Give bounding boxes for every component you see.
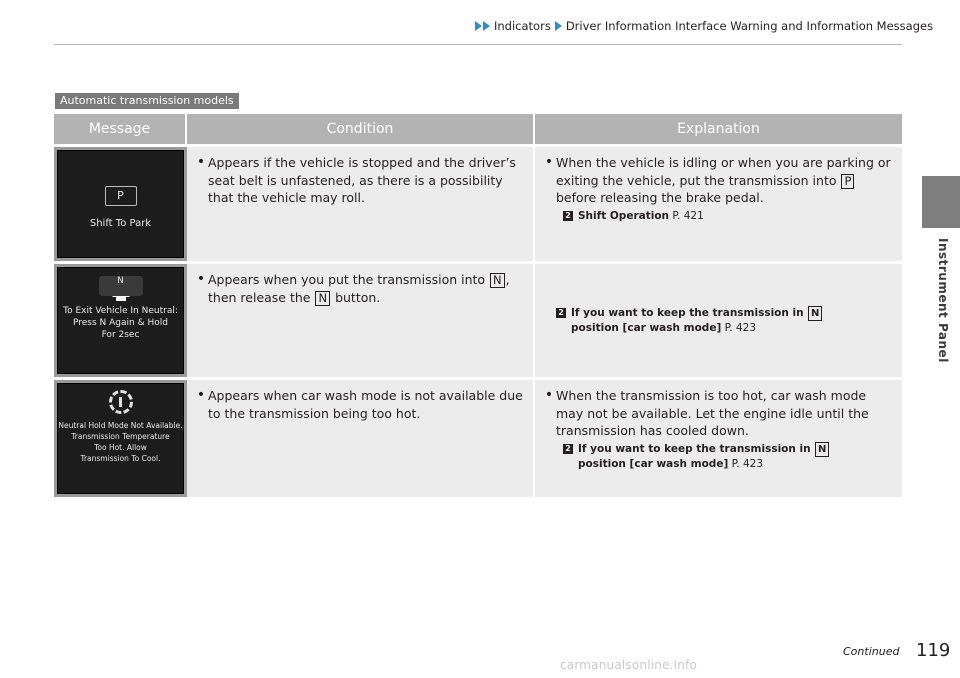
page-number: 119 (916, 640, 951, 661)
breadcrumb-item-messages[interactable]: Driver Information Interface Warning and Information Messages (565, 19, 934, 33)
transmission-temperature-icon (109, 390, 133, 414)
screen-text: Transmission To Cool. (80, 454, 161, 463)
header-message: Message (54, 114, 187, 144)
breadcrumb-item-indicators[interactable]: Indicators (494, 19, 551, 33)
message-cell (54, 147, 187, 261)
key-n: N (815, 442, 829, 457)
cross-reference[interactable]: 2 If you want to keep the transmission in N position [car wash mode] P. 423 (556, 306, 823, 336)
bullet-icon: • (544, 154, 554, 170)
reference-icon: 2 (563, 211, 573, 221)
bullet-icon: • (196, 154, 206, 170)
explanation-cell (535, 264, 902, 377)
screen-text: Neutral Hold Mode Not Available. (58, 421, 183, 430)
double-arrow-icon (475, 21, 491, 31)
list-item: • Appears when you put the transmission into N , then release the N button. (194, 271, 527, 306)
key-n: N (315, 291, 330, 306)
arrow-icon (555, 21, 562, 31)
models-tag: Automatic transmission models (55, 93, 239, 109)
explanation-cell (535, 147, 902, 261)
bullet-icon: • (196, 387, 206, 403)
table-row (54, 264, 902, 377)
screen-text: To Exit Vehicle In Neutral: (63, 306, 178, 316)
message-screen-neutral-hold-unavailable (57, 383, 184, 494)
park-indicator-icon: P (105, 186, 137, 206)
message-cell (54, 264, 187, 377)
table-header (54, 114, 902, 144)
key-n: N (490, 273, 505, 288)
list-item: • Appears if the vehicle is stopped and the driver’s seat belt is unfastened, as there is a possibility that the vehicle may roll. (194, 154, 527, 207)
continued-label: Continued (843, 645, 900, 658)
list-item: • When the transmission is too hot, car wash mode may not be available. Let the engine idle until the transmission has cooled down. (542, 387, 896, 440)
condition-cell (187, 264, 535, 377)
screen-text: Transmission Temperature (71, 432, 170, 441)
table-row (54, 380, 902, 497)
bullet-icon: • (544, 387, 554, 403)
section-tab-marker (922, 176, 960, 228)
list-item: • When the vehicle is idling or when you are parking or exiting the vehicle, put the transmission into P before releasing the brake pedal. (542, 154, 896, 207)
reference-icon: 2 (563, 444, 573, 454)
header-condition: Condition (187, 114, 535, 144)
section-label: Instrument Panel (936, 238, 950, 363)
header-explanation: Explanation (677, 121, 760, 137)
condition-cell (187, 380, 535, 497)
list-item: • Appears when car wash mode is not available due to the transmission being too hot. (194, 387, 527, 422)
screen-text: Press N Again & Hold (73, 318, 168, 328)
message-cell (54, 380, 187, 497)
screen-text: Too Hot. Allow (94, 443, 147, 452)
message-screen-exit-neutral (57, 267, 184, 374)
screen-text: Shift To Park (89, 217, 152, 229)
cross-reference[interactable]: 2 If you want to keep the transmission in N position [car wash mode] P. 423 (563, 442, 896, 472)
neutral-indicator-icon: N (99, 276, 143, 296)
watermark: carmanualsonline.info (560, 658, 697, 672)
explanation-cell (535, 380, 902, 497)
bullet-icon: • (196, 271, 206, 287)
message-screen-shift-to-park (57, 150, 184, 258)
screen-text: For 2sec (101, 330, 140, 340)
key-n: N (808, 306, 822, 321)
condition-cell (187, 147, 535, 261)
breadcrumb (475, 19, 933, 33)
reference-icon: 2 (556, 308, 566, 318)
header-divider (54, 44, 902, 45)
table-row (54, 147, 902, 261)
cross-reference[interactable]: 2 Shift Operation P. 421 (563, 209, 896, 224)
key-p: P (841, 174, 854, 189)
messages-table (54, 114, 902, 497)
